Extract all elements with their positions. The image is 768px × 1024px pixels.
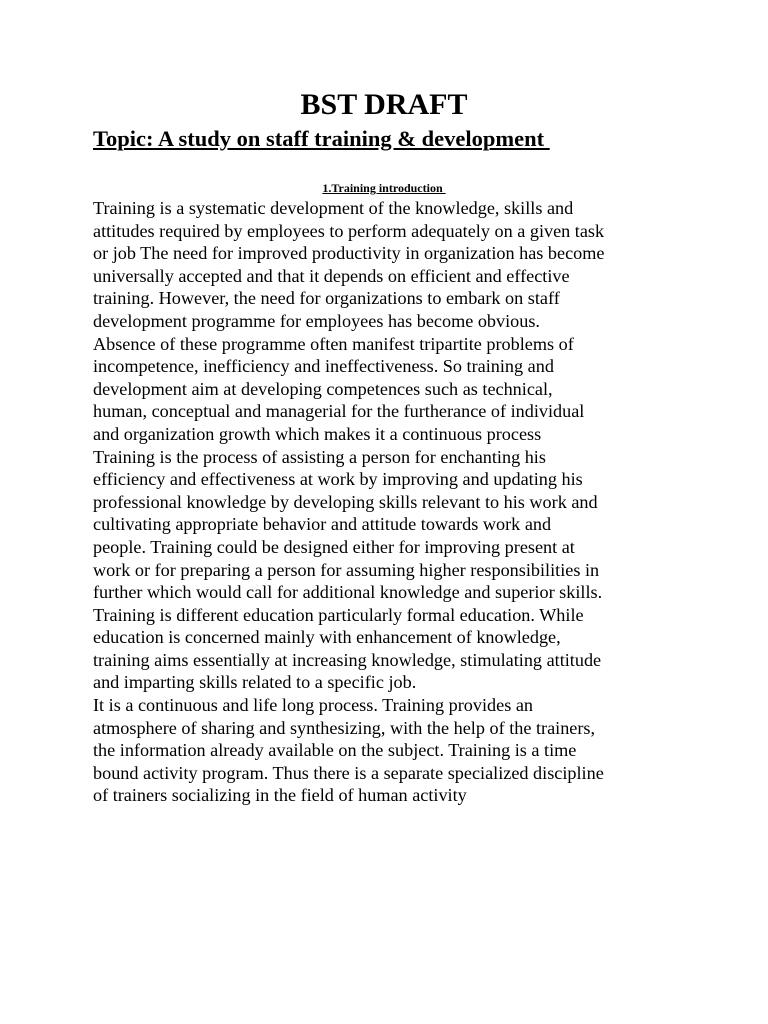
section-heading: 1.Training introduction bbox=[322, 181, 446, 195]
body-line: atmosphere of sharing and synthesizing, with the help of the trainers, bbox=[93, 717, 596, 738]
body-line: of trainers socializing in the field of human activity bbox=[93, 785, 467, 806]
body-line: Training is a systematic development of the knowledge, skills and bbox=[93, 198, 574, 218]
body-line: attitudes required by employees to perform adequately on a given task bbox=[93, 220, 605, 241]
document-title: BST DRAFT bbox=[300, 88, 468, 121]
body-line: the information already available on the subject. Training is a time bbox=[93, 740, 577, 761]
body-line: Absence of these programme often manifest tripartite problems of bbox=[93, 333, 574, 354]
body-line: training aims essentially at increasing knowledge, stimulating attitude bbox=[93, 649, 602, 670]
body-line: development aim at developing competences such as technical, bbox=[93, 378, 553, 399]
body-line: universally accepted and that it depends on efficient and effective bbox=[93, 265, 570, 286]
body-line: Training is the process of assisting a person for enchanting his bbox=[93, 446, 546, 467]
body-line: people. Training could be designed either for improving present at bbox=[93, 536, 575, 557]
body-line: further which would call for additional knowledge and superior skills. bbox=[93, 582, 603, 603]
body-text bbox=[93, 197, 693, 807]
body-line: education is concerned mainly with enhancement of knowledge, bbox=[93, 627, 561, 648]
body-line: and imparting skills related to a specific job. bbox=[93, 672, 417, 693]
body-line: professional knowledge by developing skills relevant to his work and bbox=[93, 491, 598, 512]
body-line: bound activity program. Thus there is a separate specialized discipline bbox=[93, 762, 604, 783]
body-line: efficiency and effectiveness at work by improving and updating his bbox=[93, 469, 583, 490]
body-line: incompetence, inefficiency and ineffectiveness. So training and bbox=[93, 356, 554, 377]
body-line: or job The need for improved productivity in organization has become bbox=[93, 243, 605, 264]
document-topic: Topic: A study on staff training & development bbox=[93, 126, 550, 151]
body-line: and organization growth which makes it a continuous process bbox=[93, 423, 542, 444]
body-line: work or for preparing a person for assuming higher responsibilities in bbox=[93, 559, 600, 580]
body-line: cultivating appropriate behavior and attitude towards work and bbox=[93, 514, 552, 535]
body-line: training. However, the need for organizations to embark on staff bbox=[93, 288, 560, 309]
body-line: development programme for employees has become obvious. bbox=[93, 310, 540, 331]
body-line: It is a continuous and life long process. Training provides an bbox=[93, 695, 533, 716]
body-line: human, conceptual and managerial for the furtherance of individual bbox=[93, 401, 585, 422]
body-line: Training is different education particularly formal education. While bbox=[93, 604, 584, 625]
